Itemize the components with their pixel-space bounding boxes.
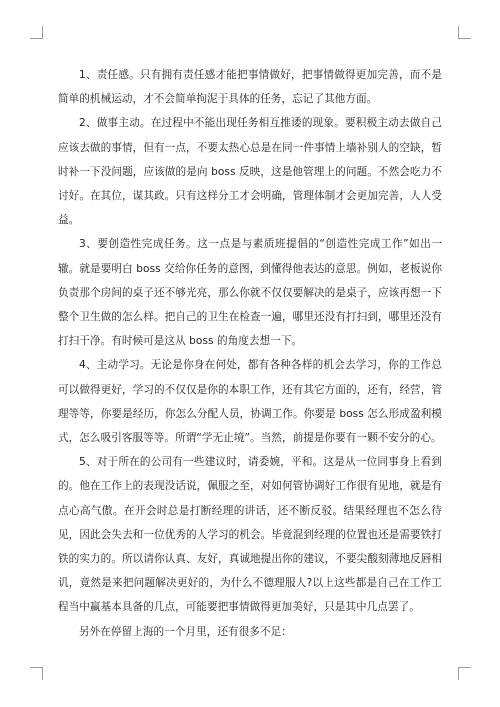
paragraph-responsibility: 1、责任感。只有拥有责任感才能把事情做好，把事情做得更加完善，而不是简单的机械运动，才不会简单拘泥于具体的任务，忘记了其他方面。 bbox=[58, 69, 442, 106]
document-body bbox=[58, 63, 442, 644]
paragraph-shortcomings-intro: 另外在停留上海的一个月里，还有很多不足： bbox=[79, 625, 292, 638]
paragraph-suggestions: 5、对于所在的公司有一些建议时，请委婉，平和。这是从一位同事身上看到的。他在工作上的表现没话说，佩服之至，对如何管协调好工作很有见地，就是有点心高气傲。在开会时总是打断经理的讲话，还不断反驳。结果经理也不怎么待见，因此会失去和一位优秀的人学习的机会。毕竟混到经理的位置也还是需要铁打铁的实力的。所以请你认真、友好，真诚地提出你的建议，不要尖酸刻薄地反唇相讥，竟然是来把问题解决更好的，为什么不德理服人?以上这些都是自己在工作工程当中赢基本具备的几点，可能要把事情做得更加美好，只是其中几点罢了。 bbox=[58, 456, 442, 614]
paragraph-active-learning: 4、主动学习。无论是你身在何处，都有各种各样的机会去学习，你的工作总可以做得更好，学习的不仅仅是你的本职工作，还有其它方面的，还有，经营，管理等等，你要是经历，你怎么分配人员，协调工作。你要是 boss 怎么形成盈利模式，怎么吸引客服等等。所谓“学无止境”。当然，前提是你要有一颗不安分的心。 bbox=[58, 359, 442, 445]
paragraph-initiative: 2、做事主动。在过程中不能出现任务相互推诿的现象。要积极主动去做自己应该去做的事情，但有一点，不要太热心总是在同一件事情上墙补别人的空缺，暂时补一下没问题，应该做的是向 boss 反映，这是他管理上的问题。不然会吃力不讨好。在其位，谋其政。只有这样分工才会明确，管理体制才会更加完善，人人受益。 bbox=[58, 117, 442, 227]
bottom-left-crop-mark bbox=[30, 667, 43, 680]
bottom-right-crop-mark bbox=[458, 667, 471, 680]
top-left-crop-mark bbox=[30, 26, 43, 39]
top-right-crop-mark bbox=[458, 26, 471, 39]
paragraph-creativity: 3、要创造性完成任务。这一点是与素质班提倡的“创造性完成工作”如出一辙。就是要明白 boss 交给你任务的意图，到懂得他表达的意思。例如，老板说你负责那个房间的桌子还不够光亮，那么你就不仅仅要解决的是桌子，应该再想一下整个卫生做的怎么样。把自己的卫生在检查一遍，哪里还没有打扫到，哪里还没有打扫干净。有时候可是这从 boss 的角度去想一下。 bbox=[58, 238, 442, 348]
